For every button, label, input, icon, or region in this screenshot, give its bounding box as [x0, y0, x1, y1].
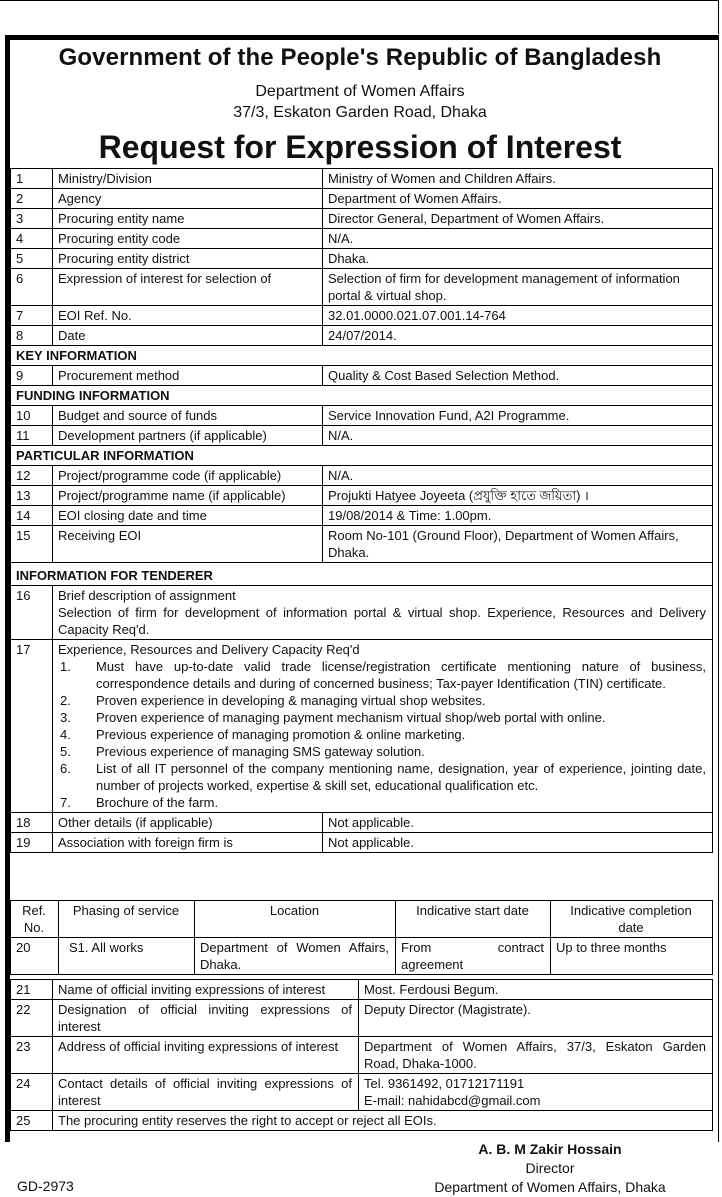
page-title: Request for Expression of Interest	[98, 129, 622, 165]
table-row	[11, 586, 713, 640]
row-label: Project/programme code (if applicable)	[53, 466, 323, 486]
official-table	[10, 979, 713, 1131]
row-number: 13	[11, 486, 53, 506]
completion-date-value: Up to three months	[551, 938, 713, 975]
table-row	[11, 833, 713, 853]
row-number: 14	[11, 506, 53, 526]
capacity-requirements-cell	[53, 640, 713, 813]
top-rule	[0, 0, 719, 1]
table-row	[11, 406, 713, 426]
row-label: Other details (if applicable)	[53, 813, 323, 833]
table-row	[11, 938, 713, 975]
section-heading: FUNDING INFORMATION	[11, 386, 713, 406]
requirements-title: Experience, Resources and Delivery Capacity Req'd	[58, 642, 360, 657]
item-number: 3.	[60, 710, 71, 725]
row-value: Deputy Director (Magistrate).	[359, 1000, 713, 1037]
list-item	[58, 743, 706, 760]
row-label: Association with foreign firm is	[53, 833, 323, 853]
row-label: Budget and source of funds	[53, 406, 323, 426]
list-item	[58, 794, 706, 811]
item-number: 2.	[60, 693, 71, 708]
row-number: 15	[11, 526, 53, 563]
row-value: Most. Ferdousi Begum.	[359, 980, 713, 1000]
table-row	[11, 1000, 713, 1037]
phasing-value: S1. All works	[59, 938, 195, 975]
item-text: Proven experience of managing payment mechanism virtual shop/web portal with online.	[96, 710, 606, 725]
start-date-value: From contract agreement	[396, 938, 551, 975]
row-label: Procuring entity name	[53, 209, 323, 229]
section-heading-row	[11, 563, 713, 586]
item-text: List of all IT personnel of the company mentioning name, designation, year of experience, jointing date, number of projects worked, expertise & skill set, educational qualification etc.	[96, 761, 706, 793]
row-label: Project/programme name (if applicable)	[53, 486, 323, 506]
row-number: 10	[11, 406, 53, 426]
item-text: Must have up-to-date valid trade license/registration certificate mentioning nature of business, correspondence details and during of concerned business; Tax-payer Identification (TIN) certificate.	[96, 659, 706, 691]
row-label: Expression of interest for selection of	[53, 269, 323, 306]
row-value: The procuring entity reserves the right to accept or reject all EOIs.	[53, 1111, 713, 1131]
item-number: 1.	[60, 659, 71, 674]
row-number: 6	[11, 269, 53, 306]
top-corner-rule	[718, 0, 719, 34]
row-value: Selection of firm for development management of information portal & virtual shop.	[323, 269, 713, 306]
row-label: Date	[53, 326, 323, 346]
row-label: Development partners (if applicable)	[53, 426, 323, 446]
section-heading-row	[11, 386, 713, 406]
row-label: Ministry/Division	[53, 169, 323, 189]
row-label: Procuring entity code	[53, 229, 323, 249]
row-value: Director General, Department of Women Affairs.	[323, 209, 713, 229]
row-value: N/A.	[323, 229, 713, 249]
row-value: Department of Women Affairs.	[323, 189, 713, 209]
table-row	[11, 366, 713, 386]
row-number: 19	[11, 833, 53, 853]
row-number: 11	[11, 426, 53, 446]
email-value: E-mail: nahidabcd@gmail.com	[364, 1093, 541, 1108]
eoi-table	[10, 168, 713, 853]
table-row	[11, 269, 713, 306]
table-row	[11, 209, 713, 229]
footer-code: GD-2973	[17, 1178, 74, 1194]
row-number: 24	[11, 1074, 53, 1111]
row-value: Not applicable.	[323, 833, 713, 853]
signatory-name: A. B. M Zakir Hossain	[478, 1141, 622, 1157]
item-text: Proven experience in developing & managing virtual shop websites.	[96, 693, 486, 708]
item-text: Previous experience of managing promotion & online marketing.	[96, 727, 466, 742]
item-number: 7.	[60, 795, 71, 810]
section-heading: KEY INFORMATION	[11, 346, 713, 366]
list-item	[58, 726, 706, 743]
section-heading: PARTICULAR INFORMATION	[11, 446, 713, 466]
row-number: 9	[11, 366, 53, 386]
assignment-description-cell	[53, 586, 713, 640]
table-row	[11, 1074, 713, 1111]
signatory-title: Director	[525, 1160, 575, 1176]
row-value: Department of Women Affairs, 37/3, Eskaton Garden Road, Dhaka-1000.	[359, 1037, 713, 1074]
section-heading-row	[11, 446, 713, 466]
table-row	[11, 640, 713, 813]
row-number: 17	[11, 640, 53, 813]
department-heading: Department of Women Affairs	[255, 83, 465, 100]
row-label: EOI Ref. No.	[53, 306, 323, 326]
row-number: 25	[11, 1111, 53, 1131]
row-number: 16	[11, 586, 53, 640]
row-number: 8	[11, 326, 53, 346]
phone-value: Tel. 9361492, 01712171191	[364, 1076, 525, 1091]
column-header: Ref. No.	[11, 901, 59, 938]
section-heading: INFORMATION FOR TENDERER	[11, 563, 713, 586]
table-row	[11, 813, 713, 833]
table-row	[11, 306, 713, 326]
location-value: Department of Women Affairs, Dhaka.	[195, 938, 396, 975]
row-label: Contact details of official inviting expressions of interest	[53, 1074, 359, 1111]
row-number: 3	[11, 209, 53, 229]
signatory-office: Department of Women Affairs, Dhaka	[434, 1179, 666, 1195]
table-row	[11, 326, 713, 346]
item-number: 4.	[60, 727, 71, 742]
address-heading: 37/3, Eskaton Garden Road, Dhaka	[233, 104, 487, 121]
row-value: 32.01.0000.021.07.001.14-764	[323, 306, 713, 326]
table-row	[11, 526, 713, 563]
list-item	[58, 709, 706, 726]
row-number: 22	[11, 1000, 53, 1037]
table-row	[11, 466, 713, 486]
phasing-table	[10, 900, 713, 975]
contact-details-cell	[359, 1074, 713, 1111]
requirements-list	[58, 658, 706, 811]
row-value: N/A.	[323, 426, 713, 446]
table-row	[11, 249, 713, 269]
table-row	[11, 189, 713, 209]
table-row	[11, 426, 713, 446]
row-label: Procuring entity district	[53, 249, 323, 269]
row-value: Projukti Hatyee Joyeeta (প্রযুক্তি হাতে জয়িতা) ।	[323, 486, 713, 506]
list-item	[58, 692, 706, 709]
row-label: Receiving EOI	[53, 526, 323, 563]
table-row	[11, 486, 713, 506]
row-value: 24/07/2014.	[323, 326, 713, 346]
row-label: Designation of official inviting expressions of interest	[53, 1000, 359, 1037]
row-value: N/A.	[323, 466, 713, 486]
item-number: 6.	[60, 761, 71, 776]
row-number: 2	[11, 189, 53, 209]
row-value: Service Innovation Fund, A2I Programme.	[323, 406, 713, 426]
row-number: 4	[11, 229, 53, 249]
row-value: Room No-101 (Ground Floor), Department of Women Affairs, Dhaka.	[323, 526, 713, 563]
row-value: Ministry of Women and Children Affairs.	[323, 169, 713, 189]
table-row	[11, 1037, 713, 1074]
table-row	[11, 506, 713, 526]
row-label: Address of official inviting expressions of interest	[53, 1037, 359, 1074]
row-label: Name of official inviting expressions of interest	[53, 980, 359, 1000]
table-row	[11, 169, 713, 189]
row-value: 19/08/2014 & Time: 1.00pm.	[323, 506, 713, 526]
row-number: 12	[11, 466, 53, 486]
item-text: Previous experience of managing SMS gateway solution.	[96, 744, 425, 759]
row-number: 20	[11, 938, 59, 975]
row-label: Procurement method	[53, 366, 323, 386]
row-value: Quality & Cost Based Selection Method.	[323, 366, 713, 386]
table-row	[11, 229, 713, 249]
government-heading: Government of the People's Republic of Bangladesh	[58, 44, 662, 71]
row-label: Agency	[53, 189, 323, 209]
phasing-header-row	[11, 901, 713, 938]
row-number: 21	[11, 980, 53, 1000]
list-item	[58, 760, 706, 794]
assignment-text: Selection of firm for development of information portal & virtual shop. Experience, Resources and Delivery Capacity Req'd.	[58, 605, 706, 637]
row-number: 23	[11, 1037, 53, 1074]
table-row	[11, 1111, 713, 1131]
row-number: 18	[11, 813, 53, 833]
row-number: 5	[11, 249, 53, 269]
row-number: 1	[11, 169, 53, 189]
column-header: Indicative start date	[396, 901, 551, 938]
section-heading-row	[11, 346, 713, 366]
table-row	[11, 980, 713, 1000]
item-number: 5.	[60, 744, 71, 759]
assignment-title: Brief description of assignment	[58, 588, 236, 603]
column-header: Phasing of service	[59, 901, 195, 938]
row-value: Dhaka.	[323, 249, 713, 269]
list-item	[58, 658, 706, 692]
row-number: 7	[11, 306, 53, 326]
column-header: Indicative completion date	[551, 901, 713, 938]
row-label: EOI closing date and time	[53, 506, 323, 526]
column-header: Location	[195, 901, 396, 938]
row-value: Not applicable.	[323, 813, 713, 833]
item-text: Brochure of the farm.	[96, 795, 219, 810]
